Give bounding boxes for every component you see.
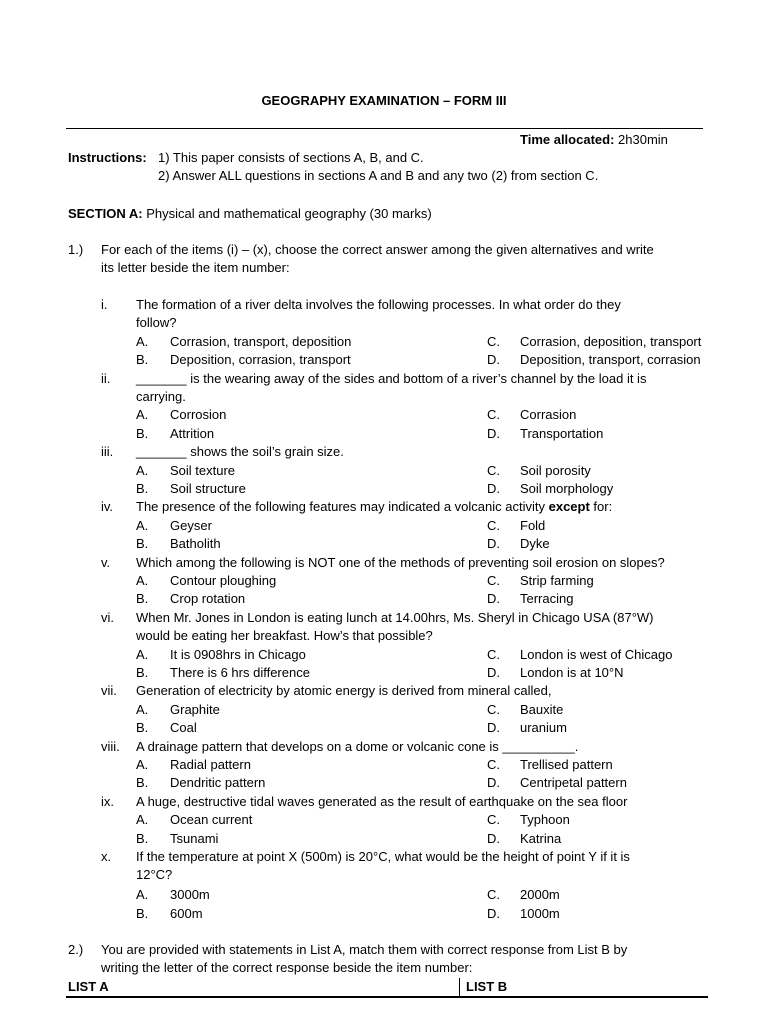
question-item: [0, 848, 768, 925]
item-number: viii.: [101, 738, 120, 754]
option-letter-b: B.: [136, 536, 149, 552]
item-stem-line: Generation of electricity by atomic energy is derived from mineral called,: [136, 683, 552, 699]
item-stem: [136, 609, 736, 646]
option-letter-c: C.: [487, 812, 500, 828]
option-text-c: Bauxite: [520, 701, 564, 717]
question-1-line-2: its letter beside the item number:: [101, 260, 290, 275]
option-text-a: Radial pattern: [170, 756, 251, 772]
question-item: [0, 443, 768, 498]
question-2-line-2: writing the letter of the correct response beside the item number:: [101, 960, 473, 976]
option-text-b: There is 6 hrs difference: [170, 664, 310, 680]
option-letter-d: D.: [487, 352, 500, 368]
option-letter-a: A.: [136, 572, 149, 588]
option-text-d: Deposition, transport, corrasion: [520, 352, 701, 368]
option-letter-c: C.: [487, 462, 500, 478]
option-letter-a: A.: [136, 333, 149, 349]
option-letter-c: C.: [487, 333, 500, 349]
option-text-d: Soil morphology: [520, 480, 614, 496]
option-letter-a: A.: [136, 701, 149, 717]
item-number: ii.: [101, 370, 111, 386]
list-b-header: LIST B: [459, 978, 507, 997]
option-text-a: Geyser: [170, 517, 212, 533]
item-stem-line: If the temperature at point X (500m) is 20°C, what would be the height of point Y if it is: [136, 848, 630, 864]
section-a-text: Physical and mathematical geography (30 marks): [146, 206, 432, 221]
item-stem: [136, 296, 736, 333]
option-text-d: 1000m: [520, 906, 560, 922]
list-a-header: LIST A: [68, 979, 109, 994]
option-letter-b: B.: [136, 775, 149, 791]
option-letter-d: D.: [487, 906, 500, 922]
option-text-a: Graphite: [170, 701, 220, 717]
item-stem-line: A drainage pattern that develops on a dome or volcanic cone is __________.: [136, 738, 579, 754]
item-number: iii.: [101, 444, 114, 460]
option-letter-d: D.: [487, 720, 500, 736]
options-row: [0, 517, 768, 535]
item-stem: [136, 554, 736, 572]
instruction-line-1: 1) This paper consists of sections A, B, and C.: [158, 150, 424, 165]
question-item: [0, 554, 768, 609]
item-number: iv.: [101, 499, 114, 515]
option-letter-d: D.: [487, 480, 500, 496]
options-row: [0, 664, 768, 682]
option-text-b: Tsunami: [170, 830, 219, 846]
option-text-a: Corrosion: [170, 407, 227, 423]
option-text-d: Katrina: [520, 830, 562, 846]
option-text-a: It is 0908hrs in Chicago: [170, 646, 306, 662]
option-text-b: Attrition: [170, 425, 215, 441]
options-row: [0, 480, 768, 498]
options-row: [0, 462, 768, 480]
item-number: vii.: [101, 683, 117, 699]
options-row: [0, 830, 768, 848]
option-letter-a: A.: [136, 886, 149, 902]
option-text-d: Transportation: [520, 425, 604, 441]
header-rule: [66, 128, 703, 129]
item-stem-line: The formation of a river delta involves the following processes. In what order do they: [136, 297, 621, 312]
options-row: [0, 756, 768, 774]
time-label: Time allocated:: [520, 132, 615, 147]
option-text-d: Centripetal pattern: [520, 775, 627, 791]
option-text-b: Coal: [170, 720, 197, 736]
option-text-d: uranium: [520, 720, 567, 736]
options-row: [0, 590, 768, 608]
item-stem-line: would be eating her breakfast. How’s that possible?: [136, 628, 433, 644]
item-number: vi.: [101, 609, 114, 625]
options-row: [0, 572, 768, 590]
item-stem-emphasis: except: [548, 499, 590, 515]
option-letter-a: A.: [136, 462, 149, 478]
options-row: [0, 701, 768, 719]
options-row: [0, 425, 768, 443]
option-text-a: Corrasion, transport, deposition: [170, 333, 352, 349]
question-item: [0, 609, 768, 683]
option-text-d: Terracing: [520, 591, 574, 607]
option-text-b: Dendritic pattern: [170, 775, 266, 791]
option-letter-a: A.: [136, 407, 149, 423]
options-row: [0, 905, 768, 925]
option-text-c: Strip farming: [520, 572, 594, 588]
question-2-text: [101, 941, 741, 978]
option-text-d: Dyke: [520, 536, 550, 552]
question-item: [0, 370, 768, 444]
item-stem: [136, 738, 736, 756]
item-stem: [136, 848, 736, 885]
option-letter-b: B.: [136, 425, 149, 441]
option-text-c: Trellised pattern: [520, 756, 613, 772]
option-letter-d: D.: [487, 591, 500, 607]
option-text-b: Deposition, corrasion, transport: [170, 352, 351, 368]
option-letter-c: C.: [487, 701, 500, 717]
item-stem-pre: The presence of the following features may indicated a volcanic activity: [136, 499, 549, 515]
item-number: x.: [101, 848, 112, 864]
option-text-b: Batholith: [170, 536, 221, 552]
option-letter-b: B.: [136, 906, 149, 922]
option-text-c: London is west of Chicago: [520, 646, 673, 662]
instruction-line-2: 2) Answer ALL questions in sections A and B and any two (2) from section C.: [158, 168, 599, 183]
option-letter-b: B.: [136, 720, 149, 736]
question-2-line-1: You are provided with statements in List A, match them with correct response from List B by: [101, 942, 628, 957]
option-text-a: Soil texture: [170, 462, 236, 478]
exam-title: GEOGRAPHY EXAMINATION – FORM III: [261, 93, 507, 108]
option-text-b: Soil structure: [170, 480, 246, 496]
question-item: [0, 793, 768, 848]
option-letter-c: C.: [487, 756, 500, 772]
option-text-a: Contour ploughing: [170, 572, 277, 588]
options-row: [0, 351, 768, 369]
option-text-c: 2000m: [520, 886, 560, 902]
option-letter-c: C.: [487, 886, 500, 902]
option-text-c: Corrasion, deposition, transport: [520, 333, 702, 349]
section-a-label: SECTION A:: [68, 206, 143, 221]
option-letter-d: D.: [487, 830, 500, 846]
list-header-row: [66, 978, 708, 997]
question-1-number: 1.): [68, 242, 84, 257]
item-number: i.: [101, 297, 108, 312]
item-number: v.: [101, 554, 111, 570]
option-text-c: Fold: [520, 517, 546, 533]
option-letter-d: D.: [487, 775, 500, 791]
options-row: [0, 646, 768, 664]
question-1-items: [0, 296, 768, 925]
option-letter-b: B.: [136, 664, 149, 680]
item-stem-line: _______ shows the soil’s grain size.: [136, 444, 344, 460]
item-stem-post: for:: [589, 499, 613, 515]
option-letter-a: A.: [136, 756, 149, 772]
question-1-line-1: For each of the items (i) – (x), choose the correct answer among the given alternatives and write: [101, 242, 654, 257]
option-letter-c: C.: [487, 572, 500, 588]
question-2-number: 2.): [68, 942, 84, 957]
list-header-rule: [66, 996, 708, 998]
options-row: [0, 719, 768, 737]
option-letter-b: B.: [136, 591, 149, 607]
option-text-a: 3000m: [170, 886, 210, 902]
option-letter-b: B.: [136, 480, 149, 496]
option-letter-d: D.: [487, 664, 500, 680]
option-letter-c: C.: [487, 646, 500, 662]
section-a-heading: [68, 205, 432, 223]
question-item: [0, 738, 768, 793]
item-stem: [136, 498, 736, 516]
question-item: [0, 498, 768, 553]
item-stem: [136, 370, 736, 407]
item-stem-line: carrying.: [136, 389, 186, 404]
item-stem-line: follow?: [136, 315, 177, 331]
option-letter-d: D.: [487, 536, 500, 552]
question-item: [0, 296, 768, 370]
time-value: 2h30min: [618, 132, 668, 147]
item-stem: [136, 682, 736, 700]
option-letter-b: B.: [136, 352, 149, 368]
option-text-b: Crop rotation: [170, 591, 246, 607]
option-letter-a: A.: [136, 646, 149, 662]
item-stem: [136, 793, 736, 811]
item-stem-line: When Mr. Jones in London is eating lunch at 14.00hrs, Ms. Sheryl in Chicago USA (87°W): [136, 609, 654, 625]
option-text-b: 600m: [170, 906, 203, 922]
option-letter-c: C.: [487, 407, 500, 423]
option-text-c: Typhoon: [520, 812, 570, 828]
option-letter-b: B.: [136, 830, 149, 846]
options-row: [0, 811, 768, 829]
options-row: [0, 774, 768, 792]
question-item: [0, 682, 768, 737]
options-row: [0, 333, 768, 351]
item-stem-line: A huge, destructive tidal waves generated as the result of earthquake on the sea floor: [136, 793, 628, 809]
item-number: ix.: [101, 793, 114, 809]
options-row: [0, 406, 768, 424]
item-stem-line: _______ is the wearing away of the sides and bottom of a river’s channel by the load it is: [136, 370, 647, 386]
item-stem-line: Which among the following is NOT one of the methods of preventing soil erosion on slopes?: [136, 554, 665, 570]
option-letter-d: D.: [487, 425, 500, 441]
item-stem-line: 12°C?: [136, 867, 173, 883]
time-allocated: [520, 131, 668, 149]
option-text-c: Soil porosity: [520, 462, 591, 478]
option-letter-a: A.: [136, 517, 149, 533]
option-text-d: London is at 10°N: [520, 664, 624, 680]
option-letter-a: A.: [136, 812, 149, 828]
instructions-label: Instructions:: [68, 150, 147, 165]
options-row: [0, 886, 768, 906]
option-text-a: Ocean current: [170, 812, 253, 828]
options-row: [0, 535, 768, 553]
item-stem: [136, 443, 736, 461]
option-letter-c: C.: [487, 517, 500, 533]
option-text-c: Corrasion: [520, 407, 577, 423]
